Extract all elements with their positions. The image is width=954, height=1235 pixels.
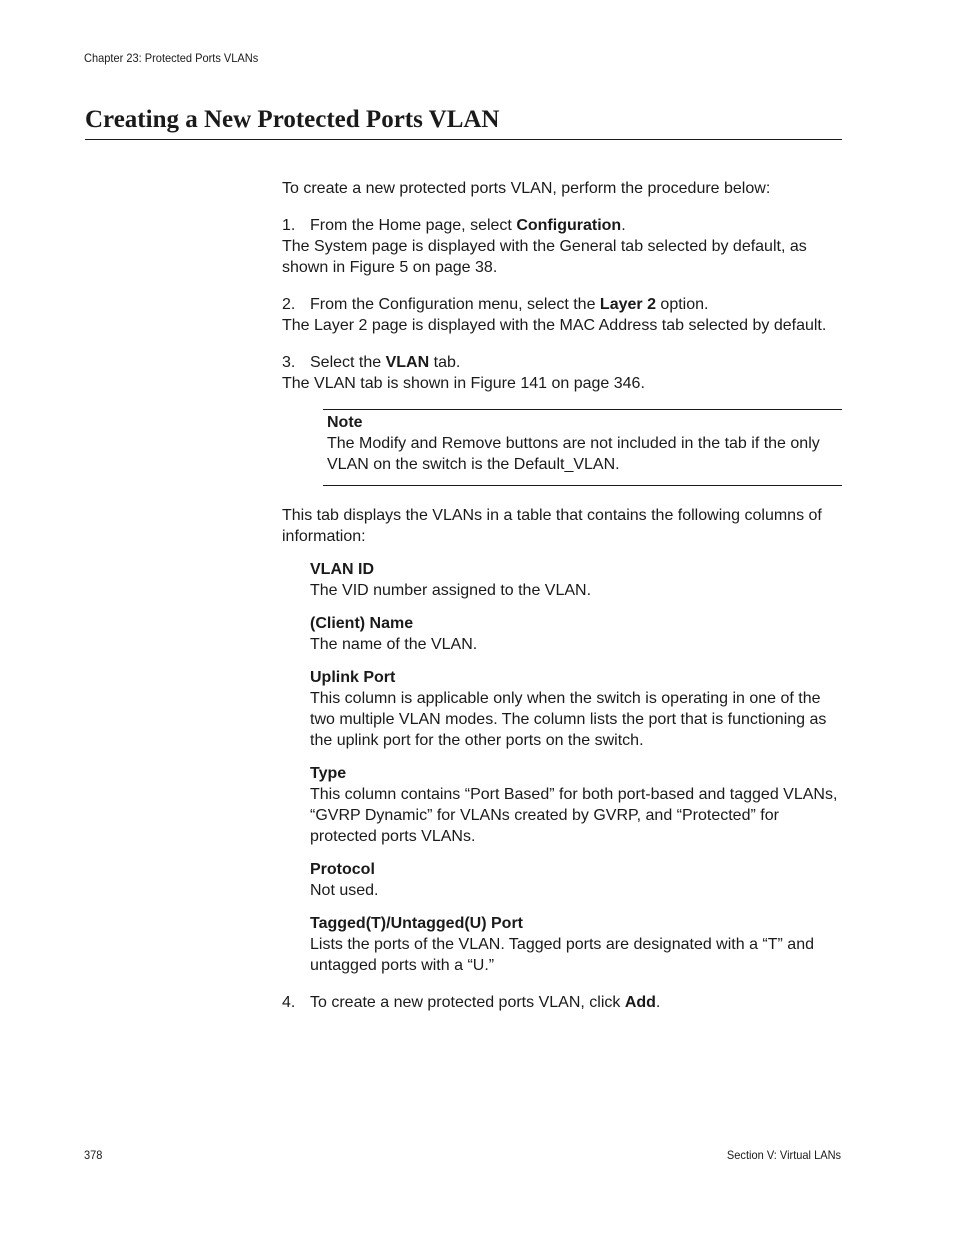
page-number: 378 xyxy=(84,1148,103,1162)
note-text: The Modify and Remove buttons are not included in the tab if the only VLAN on the switch is the Default_VLAN. xyxy=(327,435,820,473)
step-1 xyxy=(282,215,842,236)
column-term: Uplink Port xyxy=(310,669,396,686)
column-description: Lists the ports of the VLAN. Tagged ports are designated with a “T” and untagged ports with a “U.” xyxy=(310,936,814,974)
column-definition xyxy=(310,914,842,976)
column-description: The name of the VLAN. xyxy=(310,636,478,653)
column-description: This column contains “Port Based” for both port-based and tagged VLANs, “GVRP Dynamic” for VLANs created by GVRP, and “Protected” for protected ports VLANs. xyxy=(310,786,838,845)
title-rule xyxy=(85,139,842,140)
column-term: (Client) Name xyxy=(310,615,414,632)
ui-term: Add xyxy=(624,994,656,1011)
ui-term: VLAN xyxy=(385,354,430,371)
intro-paragraph: To create a new protected ports VLAN, perform the procedure below: xyxy=(282,180,771,197)
ui-term: Layer 2 xyxy=(599,296,656,313)
step-3-result: The VLAN tab is shown in Figure 141 on page 346. xyxy=(282,375,645,392)
note-box xyxy=(323,409,842,486)
step-number: 1. xyxy=(282,217,296,234)
column-description: This column is applicable only when the switch is operating in one of the two multiple VLAN modes. The column lists the port that is functioning as the uplink port for the other ports on the switch. xyxy=(310,690,827,749)
column-term: Type xyxy=(310,765,347,782)
main-content xyxy=(282,178,842,1013)
columns-intro: This tab displays the VLANs in a table that contains the following columns of information: xyxy=(282,507,822,545)
column-description: The VID number assigned to the VLAN. xyxy=(310,582,592,599)
column-definition xyxy=(310,560,842,601)
ui-term: Configuration xyxy=(516,217,622,234)
step-text: Select the VLAN tab. xyxy=(310,354,461,371)
column-description: Not used. xyxy=(310,882,379,899)
step-2 xyxy=(282,294,842,315)
step-text: To create a new protected ports VLAN, click Add. xyxy=(310,994,661,1011)
note-title: Note xyxy=(327,414,363,431)
column-definition xyxy=(310,668,842,751)
step-2-result: The Layer 2 page is displayed with the MAC Address tab selected by default. xyxy=(282,317,827,334)
column-definition xyxy=(310,614,842,655)
column-term: VLAN ID xyxy=(310,561,374,578)
step-text: From the Configuration menu, select the Layer 2 option. xyxy=(310,296,709,313)
column-term: Tagged(T)/Untagged(U) Port xyxy=(310,915,524,932)
column-term: Protocol xyxy=(310,861,375,878)
section-title: Creating a New Protected Ports VLAN xyxy=(85,106,500,133)
column-definition xyxy=(310,860,842,901)
step-number: 4. xyxy=(282,994,296,1011)
running-footer-section: Section V: Virtual LANs xyxy=(726,1148,841,1162)
step-number: 3. xyxy=(282,354,296,371)
step-number: 2. xyxy=(282,296,296,313)
running-header: Chapter 23: Protected Ports VLANs xyxy=(84,51,259,65)
column-definition xyxy=(310,764,842,847)
step-4 xyxy=(282,992,842,1013)
step-text: From the Home page, select Configuration. xyxy=(310,217,626,234)
step-3 xyxy=(282,352,842,373)
step-1-result: The System page is displayed with the General tab selected by default, as shown in Figure 5 on page 38. xyxy=(282,238,807,276)
